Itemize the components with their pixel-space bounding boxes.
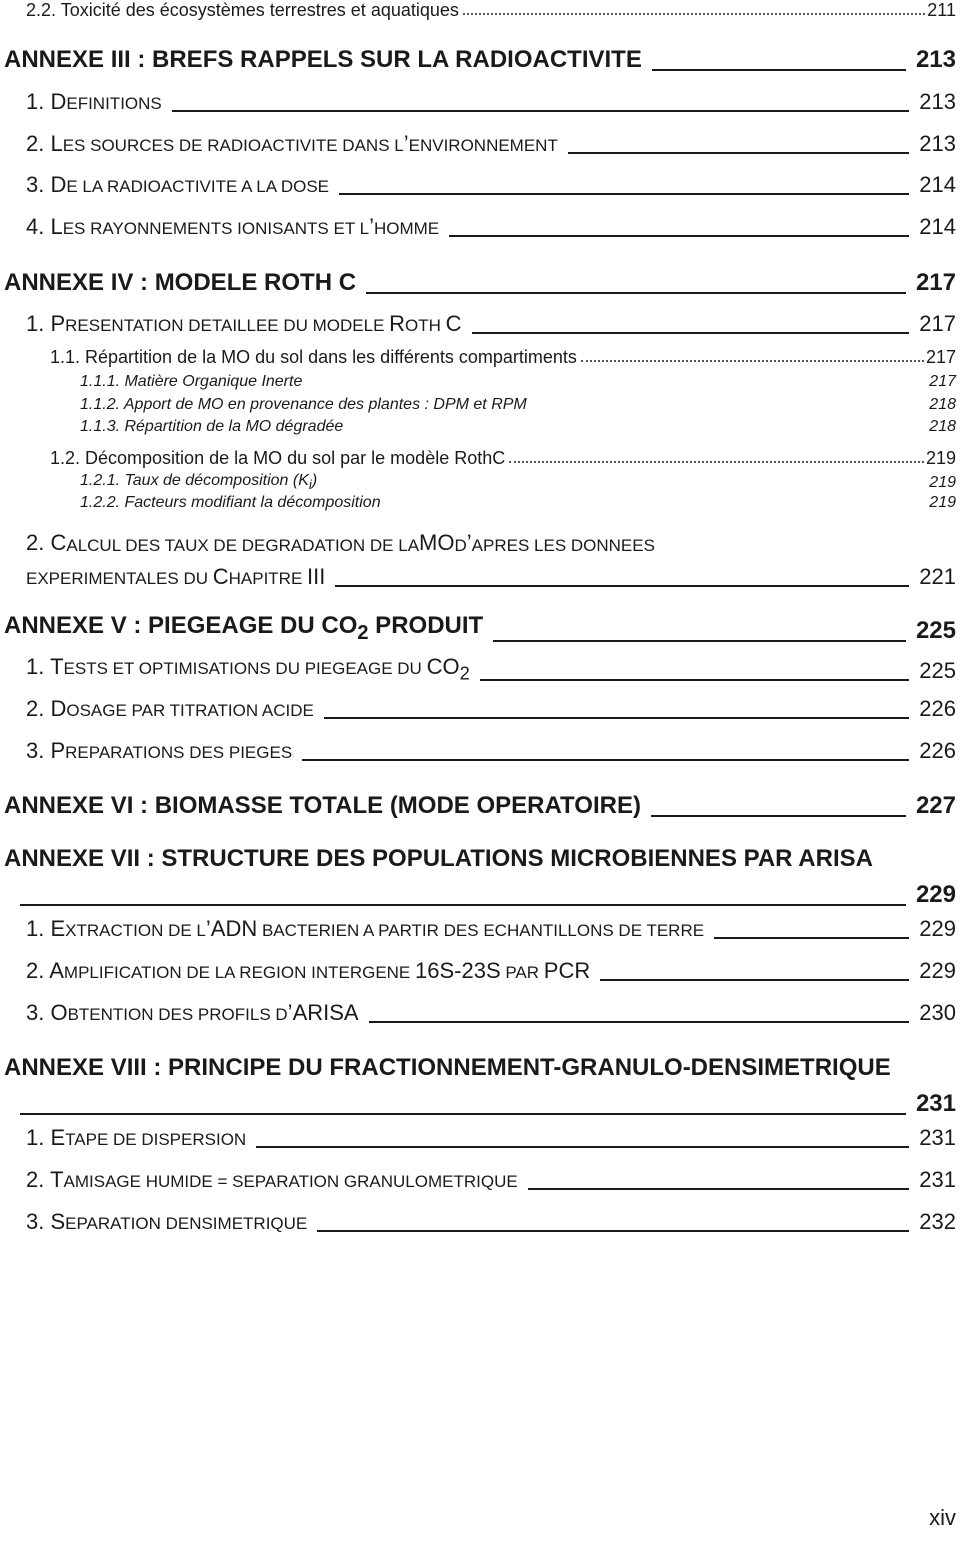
leader bbox=[335, 585, 909, 587]
entry-label bbox=[26, 1209, 307, 1235]
leader bbox=[493, 640, 906, 642]
entry-label-text: 1.2.1. Taux de décomposition (K bbox=[80, 472, 309, 489]
entry-page-number: 230 bbox=[919, 1000, 956, 1025]
entry-row bbox=[26, 214, 956, 240]
toc-entry[interactable] bbox=[0, 1167, 960, 1193]
entry-page-number: 227 bbox=[915, 792, 956, 819]
label-part: ES RAYONNEMENTS IONISANTS ET L bbox=[62, 219, 370, 238]
label-part: ES SOURCES DE RADIOACTIVITE DANS L bbox=[62, 136, 404, 155]
entry-row bbox=[26, 131, 956, 157]
label-part: CO bbox=[426, 654, 460, 679]
entry-page-number: 219 bbox=[929, 494, 956, 511]
entry-page-number: 217 bbox=[925, 347, 956, 367]
entry-page-number: 213 bbox=[915, 46, 956, 73]
entry-label bbox=[26, 654, 470, 684]
entry-page-number: 217 bbox=[919, 311, 956, 336]
entry-row bbox=[4, 612, 956, 645]
entry-row bbox=[26, 172, 956, 198]
leader bbox=[528, 1188, 910, 1190]
entry-page-number: 217 bbox=[915, 269, 956, 296]
entry-page-number: 226 bbox=[919, 696, 956, 721]
entry-page-number: 213 bbox=[919, 131, 956, 156]
toc-entry[interactable] bbox=[0, 1054, 960, 1118]
entry-page-number: 211 bbox=[927, 0, 956, 20]
entry-page-number: 213 bbox=[919, 89, 956, 114]
toc-entry[interactable] bbox=[0, 738, 960, 764]
label-part: APRES LES DONNEES bbox=[471, 536, 655, 555]
leader bbox=[568, 152, 909, 154]
leader bbox=[463, 13, 925, 15]
entry-row bbox=[80, 472, 956, 492]
label-part: ’ bbox=[466, 530, 472, 555]
entry-label bbox=[4, 46, 642, 74]
label-part: 2. A bbox=[26, 958, 64, 983]
entry-row bbox=[26, 1000, 956, 1026]
label-part: C bbox=[212, 564, 229, 589]
entry-label bbox=[50, 448, 505, 469]
label-part: ’ bbox=[403, 131, 409, 156]
label-part: ALCUL DES TAUX DE DEGRADATION DE LA bbox=[66, 536, 420, 555]
entry-row bbox=[4, 269, 956, 297]
entry-label bbox=[80, 418, 343, 436]
entry-label bbox=[26, 311, 462, 337]
entry-page-number: 231 bbox=[919, 1125, 956, 1150]
toc-entry[interactable] bbox=[0, 46, 960, 74]
entry-label-line-2 bbox=[26, 564, 956, 590]
entry-row bbox=[26, 696, 956, 722]
toc-entry[interactable] bbox=[0, 418, 960, 436]
entry-label-text: 1.1. Répartition de la MO du sol dans les différents compartiments bbox=[50, 347, 577, 367]
entry-row bbox=[26, 89, 956, 115]
entry-label bbox=[26, 131, 558, 157]
entry-label-text: 2.2. Toxicité des écosystèmes terrestres et aquatiques bbox=[26, 0, 459, 20]
label-part: 3. D bbox=[26, 172, 67, 197]
entry-label bbox=[26, 1167, 518, 1193]
entry-label-subscript: i bbox=[308, 477, 312, 493]
label-part: 1. E bbox=[26, 916, 66, 941]
toc-entry[interactable] bbox=[0, 654, 960, 684]
entry-page-number: 214 bbox=[919, 214, 956, 239]
entry-page-number: 232 bbox=[919, 1209, 956, 1234]
entry-label-text: 1.2.2. Facteurs modifiant la décomposition bbox=[80, 494, 381, 511]
entry-row bbox=[80, 418, 956, 436]
label-part: BTENTION DES PROFILS D bbox=[67, 1005, 288, 1024]
toc-entry[interactable] bbox=[0, 792, 960, 820]
entry-row bbox=[26, 0, 956, 21]
entry-label bbox=[80, 373, 302, 391]
toc-entry[interactable] bbox=[0, 448, 960, 469]
entry-row bbox=[80, 494, 956, 512]
entry-label bbox=[4, 792, 641, 820]
entry-label-line-1 bbox=[4, 845, 956, 873]
label-part: REPARATIONS DES PIEGES bbox=[65, 743, 293, 762]
entry-label-suffix: ) bbox=[311, 472, 318, 489]
entry-page-number: 218 bbox=[929, 396, 956, 413]
entry-label bbox=[80, 472, 317, 492]
leader bbox=[472, 332, 910, 334]
entry-label-text: ANNEXE VIII : PRINCIPE DU FRACTIONNEMENT-GRANULO-DENSIMETRIQUE bbox=[4, 1054, 891, 1081]
entry-label bbox=[4, 612, 483, 645]
entry-page-number: 217 bbox=[929, 373, 956, 390]
toc-entry[interactable] bbox=[0, 472, 960, 492]
entry-page-number: 231 bbox=[915, 1090, 956, 1117]
toc-entry[interactable] bbox=[0, 89, 960, 115]
label-part: ENVIRONNEMENT bbox=[408, 136, 558, 155]
entry-label-text: 1.2. Décomposition de la MO du sol par le modèle RothC bbox=[50, 448, 506, 468]
entry-label-text: ANNEXE V : PIEGEAGE DU CO bbox=[4, 612, 358, 639]
entry-label-text: 1.1.3. Répartition de la MO dégradée bbox=[80, 418, 344, 435]
label-part: 2. C bbox=[26, 530, 67, 555]
entry-label-text: 1.1.1. Matière Organique Inerte bbox=[80, 373, 303, 390]
entry-page-number: 218 bbox=[929, 418, 956, 435]
label-part: MO bbox=[419, 530, 455, 555]
label-part: MPLIFICATION DE LA REGION INTERGENE bbox=[63, 963, 415, 982]
label-part: 4. L bbox=[26, 214, 63, 239]
label-part: 3. S bbox=[26, 1209, 66, 1234]
entry-page-number: 226 bbox=[919, 738, 956, 763]
entry-page-number: 225 bbox=[919, 658, 956, 684]
label-part: EFINITIONS bbox=[66, 94, 162, 113]
label-part: 3. P bbox=[26, 738, 66, 763]
leader bbox=[339, 193, 909, 195]
entry-page-number: 231 bbox=[919, 1167, 956, 1192]
leader bbox=[172, 110, 910, 112]
label-part: ’ bbox=[369, 214, 374, 239]
leader bbox=[256, 1146, 909, 1148]
leader bbox=[600, 979, 909, 981]
entry-label bbox=[26, 89, 162, 115]
label-part: ’ bbox=[205, 916, 211, 941]
entry-label bbox=[80, 396, 527, 414]
label-part: 1. D bbox=[26, 89, 67, 114]
entry-row bbox=[80, 396, 956, 414]
leader bbox=[651, 815, 906, 817]
leader bbox=[509, 461, 924, 463]
label-part: 16S-23S bbox=[415, 958, 501, 983]
entry-row bbox=[26, 958, 956, 984]
entry-label bbox=[26, 214, 439, 240]
label-part: R bbox=[389, 311, 406, 336]
toc-entry[interactable] bbox=[0, 347, 960, 368]
leader bbox=[20, 1113, 906, 1115]
label-part: EXPERIMENTALES DU bbox=[26, 569, 213, 588]
toc-entry[interactable] bbox=[0, 958, 960, 984]
entry-row bbox=[50, 347, 956, 368]
leader bbox=[369, 1021, 910, 1023]
page-number: xiv bbox=[929, 1505, 956, 1530]
toc-entry[interactable] bbox=[0, 172, 960, 198]
leader bbox=[714, 937, 909, 939]
entry-label-line-2 bbox=[4, 881, 956, 909]
entry-row bbox=[26, 738, 956, 764]
label-part: HAPITRE bbox=[228, 569, 308, 588]
entry-label bbox=[26, 172, 329, 198]
toc-entry[interactable] bbox=[0, 373, 960, 391]
toc-entry[interactable] bbox=[0, 696, 960, 722]
entry-label bbox=[26, 564, 325, 590]
label-part: TAPE DE DISPERSION bbox=[65, 1130, 247, 1149]
entry-page-number: 219 bbox=[929, 474, 956, 492]
entry-row bbox=[26, 654, 956, 684]
entry-label-suffix: PRODUIT bbox=[368, 612, 484, 639]
entry-label bbox=[26, 1125, 246, 1151]
label-part: 2. T bbox=[26, 1167, 64, 1192]
entry-row bbox=[26, 1209, 956, 1235]
label-part: 1. T bbox=[26, 654, 64, 679]
label-part: PCR bbox=[543, 958, 591, 983]
toc-entry[interactable] bbox=[0, 494, 960, 512]
leader bbox=[652, 69, 906, 71]
toc-entry[interactable] bbox=[0, 131, 960, 157]
entry-label bbox=[26, 738, 292, 764]
label-part: AMISAGE HUMIDE = SEPARATION GRANULOMETRIQUE bbox=[63, 1172, 518, 1191]
toc-entry[interactable] bbox=[0, 396, 960, 414]
entry-row bbox=[26, 311, 956, 337]
entry-page-number: 219 bbox=[925, 448, 956, 468]
label-part: 1. E bbox=[26, 1125, 66, 1150]
label-part: 2. L bbox=[26, 131, 63, 156]
label-part: ESTS ET OPTIMISATIONS DU PIEGEAGE DU bbox=[63, 659, 427, 678]
entry-row bbox=[80, 373, 956, 391]
entry-label-text: ANNEXE III : BREFS RAPPELS SUR LA RADIOACTIVITE bbox=[4, 46, 642, 73]
toc-entry[interactable] bbox=[0, 311, 960, 337]
toc-entry[interactable] bbox=[0, 845, 960, 909]
toc-entry[interactable] bbox=[0, 1000, 960, 1026]
label-part: E LA RADIOACTIVITE A LA DOSE bbox=[66, 177, 330, 196]
toc-entry[interactable] bbox=[0, 612, 960, 645]
leader bbox=[324, 717, 909, 719]
entry-label-line-2 bbox=[4, 1090, 956, 1118]
entry-label-subscript: 2 bbox=[357, 621, 369, 644]
entry-label bbox=[4, 269, 356, 297]
entry-row bbox=[50, 448, 956, 469]
entry-label bbox=[50, 347, 577, 368]
label-part: BACTERIEN A PARTIR DES ECHANTILLONS DE TERRE bbox=[257, 921, 705, 940]
entry-label-line-1 bbox=[26, 530, 956, 556]
label-part: 3. O bbox=[26, 1000, 68, 1025]
label-part: 2 bbox=[459, 662, 470, 684]
toc-entry[interactable] bbox=[0, 1209, 960, 1235]
entry-label bbox=[26, 0, 459, 21]
entry-page-number: 214 bbox=[919, 172, 956, 197]
entry-page-number: 221 bbox=[919, 564, 956, 589]
label-part: OSAGE PAR TITRATION ACIDE bbox=[66, 701, 314, 720]
entry-label bbox=[26, 1000, 359, 1026]
label-part: ARISA bbox=[292, 1000, 359, 1025]
leader bbox=[449, 235, 909, 237]
toc-entry[interactable] bbox=[0, 269, 960, 297]
label-part: ADN bbox=[210, 916, 258, 941]
entry-label bbox=[26, 696, 314, 722]
leader bbox=[302, 759, 909, 761]
label-part: D bbox=[454, 536, 467, 555]
toc-entry[interactable] bbox=[0, 916, 960, 942]
label-part: 2. D bbox=[26, 696, 67, 721]
label-part: HOMME bbox=[373, 219, 440, 238]
label-part: EPARATION DENSIMETRIQUE bbox=[65, 1214, 308, 1233]
label-part: XTRACTION DE L bbox=[65, 921, 206, 940]
entry-label-text: ANNEXE VI : BIOMASSE TOTALE (MODE OPERATOIRE) bbox=[4, 792, 641, 819]
leader bbox=[581, 360, 924, 362]
label-part: RESENTATION DETAILLEE DU MODELE bbox=[65, 316, 390, 335]
entry-row bbox=[4, 792, 956, 820]
leader bbox=[480, 679, 910, 681]
entry-row bbox=[26, 1167, 956, 1193]
label-part: PAR bbox=[500, 963, 544, 982]
entry-label bbox=[26, 958, 590, 984]
label-part: 1. P bbox=[26, 311, 66, 336]
leader bbox=[317, 1230, 909, 1232]
label-part: III bbox=[307, 564, 326, 589]
entry-page-number: 225 bbox=[915, 616, 956, 644]
entry-label bbox=[26, 916, 704, 942]
entry-page-number: 229 bbox=[919, 958, 956, 983]
entry-label-text: ANNEXE VII : STRUCTURE DES POPULATIONS MICROBIENNES PAR ARISA bbox=[4, 845, 873, 872]
entry-label-text: 1.1.2. Apport de MO en provenance des plantes : DPM et RPM bbox=[80, 396, 527, 413]
label-part: OTH bbox=[405, 316, 446, 335]
label-part: ’ bbox=[287, 1000, 293, 1025]
entry-row bbox=[26, 916, 956, 942]
entry-page-number: 229 bbox=[919, 916, 956, 941]
entry-row bbox=[26, 1125, 956, 1151]
toc-entry[interactable] bbox=[0, 1125, 960, 1151]
entry-label-line-1 bbox=[4, 1054, 956, 1082]
entry-row bbox=[4, 46, 956, 74]
entry-page-number: 229 bbox=[915, 881, 956, 908]
label-part: C bbox=[445, 311, 462, 336]
entry-label-text: ANNEXE IV : MODELE ROTH C bbox=[4, 269, 357, 296]
leader bbox=[20, 904, 906, 906]
toc-entry[interactable] bbox=[0, 530, 960, 590]
toc-entry[interactable] bbox=[0, 214, 960, 240]
entry-label bbox=[80, 494, 381, 512]
toc-entry[interactable] bbox=[0, 0, 960, 21]
leader bbox=[366, 292, 906, 294]
